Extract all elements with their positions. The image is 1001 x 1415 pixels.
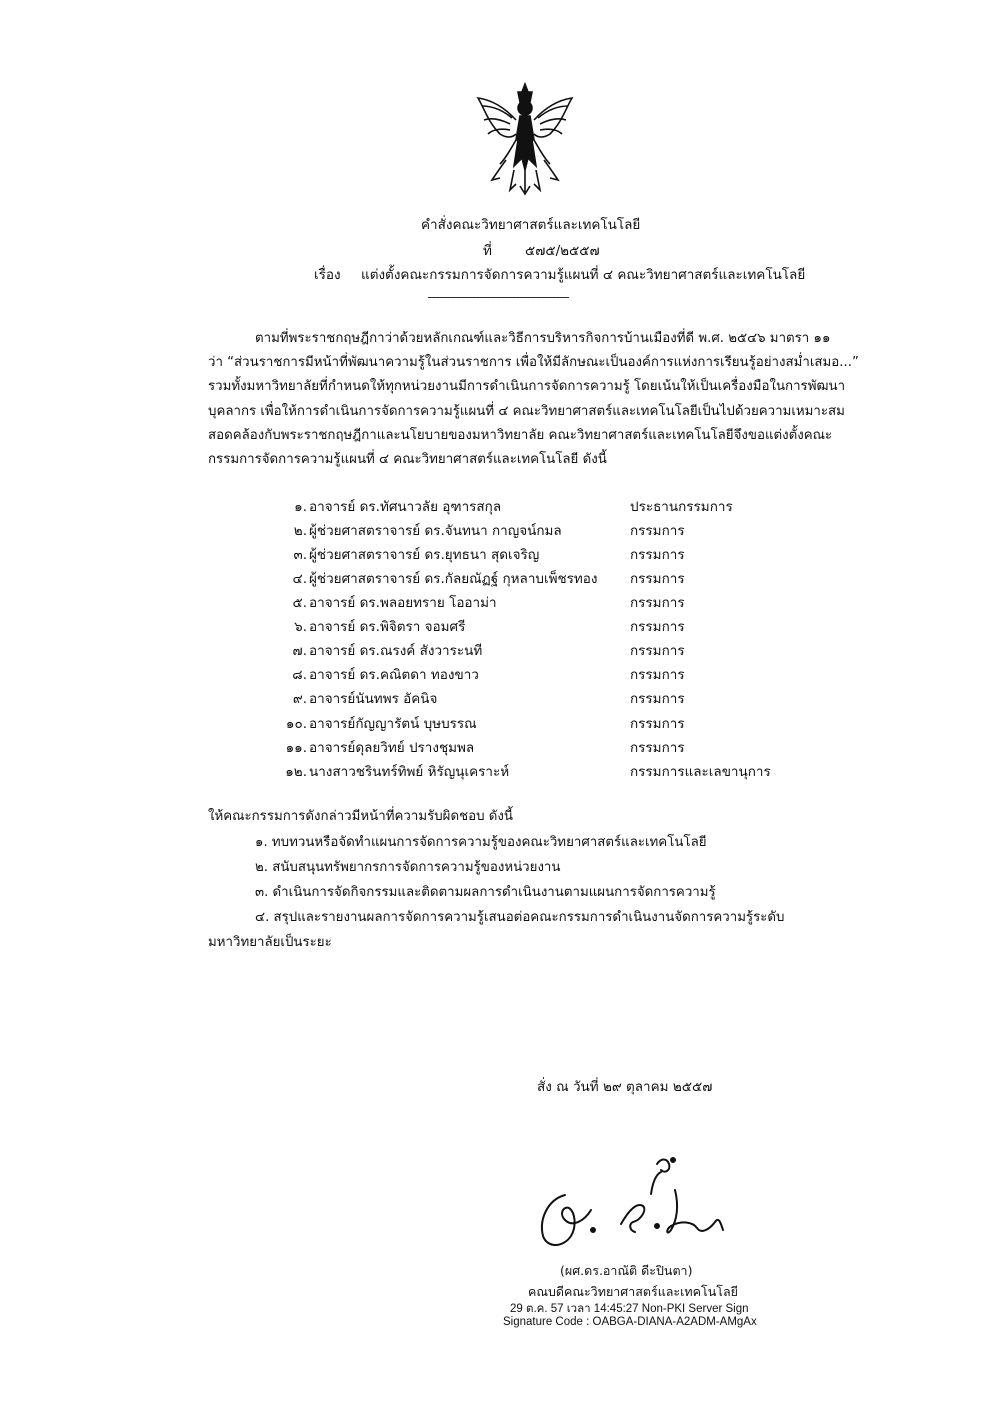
list-item bbox=[0, 714, 1001, 734]
body-line: บุคลากร เพื่อให้การดำเนินการจัดการความรู้แผนที่ ๔ คณะวิทยาศาสตร์และเทคโนโลยีเป็นไปด้วยความเหมาะสม bbox=[208, 404, 845, 419]
member-name: ผู้ช่วยศาสตราจารย์ ดร.ยุทธนา สุดเจริญ bbox=[309, 547, 540, 563]
member-name: อาจารย์ ดร.ทัศนาวลัย อุฑารสกุล bbox=[309, 499, 502, 515]
member-number: ๑๒. bbox=[285, 764, 307, 780]
duty-continuation: มหาวิทยาลัยเป็นระยะ bbox=[208, 935, 332, 950]
body-line: กรรมการจัดการความรู้แผนที่ ๔ คณะวิทยาศาสตร์และเทคโนโลยี ดังนี้ bbox=[208, 452, 607, 467]
signer-name: (ผศ.ดร.อาณัติ ดีะปินตา) bbox=[560, 1263, 693, 1278]
member-role: กรรมการ bbox=[630, 740, 685, 756]
subject-label: เรื่อง bbox=[314, 267, 341, 283]
body-line: ว่า “ส่วนราชการมีหน้าที่พัฒนาความรู้ในส่วนราชการ เพื่อให้มีลักษณะเป็นองค์การแห่งการเรียนรู้อย่างสม่ำเสมอ...” bbox=[208, 355, 859, 370]
member-name: อาจารย์ ดร.คณิตดา ทองขาว bbox=[309, 667, 479, 683]
duties-intro: ให้คณะกรรมการดังกล่าวมีหน้าที่ความรับผิดชอบ ดังนี้ bbox=[208, 809, 513, 824]
member-role: กรรมการ bbox=[630, 691, 685, 707]
duty-item: ๒. สนับสนุนทรัพยากรการจัดการความรู้ของหน่วยงาน bbox=[255, 860, 561, 875]
body-line: สอดคล้องกับพระราชกฤษฎีกาและนโยบายของมหาวิทยาลัย คณะวิทยาศาสตร์และเทคโนโลยีจึงขอแต่งตั้งคณะ bbox=[208, 428, 833, 443]
list-item bbox=[0, 665, 1001, 685]
list-item bbox=[0, 689, 1001, 709]
member-name: อาจารย์นันทพร อัคนิจ bbox=[309, 691, 438, 707]
member-name: อาจารย์ดุลยวิทย์ ปรางชุมพล bbox=[309, 740, 475, 756]
body-line: ตามที่พระราชกฤษฎีกาว่าด้วยหลักเกณฑ์และวิธีการบริหารกิจการบ้านเมืองที่ดี พ.ศ. ๒๕๔๖ มาตรา ๑๑ bbox=[255, 331, 831, 346]
list-item bbox=[0, 762, 1001, 782]
member-role: กรรมการ bbox=[630, 547, 685, 563]
member-role: กรรมการและเลขานุการ bbox=[630, 764, 771, 780]
member-name: ผู้ช่วยศาสตราจารย์ ดร.จันทนา กาญจน์กมล bbox=[309, 523, 562, 539]
sign-timestamp: 29 ต.ค. 57 เวลา 14:45:27 Non-PKI Server Sign bbox=[510, 1303, 749, 1315]
list-item bbox=[0, 545, 1001, 565]
member-role: กรรมการ bbox=[630, 571, 685, 587]
order-date: สั่ง ณ วันที่ ๒๙ ตุลาคม ๒๕๕๗ bbox=[537, 1079, 713, 1095]
list-item bbox=[0, 521, 1001, 541]
member-number: ๘. bbox=[292, 667, 307, 683]
member-number: ๔. bbox=[292, 571, 307, 587]
member-role: กรรมการ bbox=[630, 523, 685, 539]
member-number: ๑๐. bbox=[285, 716, 307, 732]
order-title: คำสั่งคณะวิทยาศาสตร์และเทคโนโลยี bbox=[421, 217, 641, 233]
subject-text: แต่งตั้งคณะกรรมการจัดการความรู้แผนที่ ๔ คณะวิทยาศาสตร์และเทคโนโลยี bbox=[361, 267, 806, 283]
order-number-label: ที่ bbox=[483, 243, 492, 259]
list-item bbox=[0, 617, 1001, 637]
signature-code: Signature Code : OABGA-DIANA-A2ADM-AMgAx bbox=[503, 1316, 757, 1328]
body-line: รวมทั้งมหาวิทยาลัยที่กำหนดให้ทุกหน่วยงานมีการดำเนินการจัดการความรู้ โดยเน้นให้เป็นเครื่องมือในการพัฒนา bbox=[208, 379, 846, 394]
list-item bbox=[0, 593, 1001, 613]
garuda-emblem-icon bbox=[470, 78, 580, 198]
order-number: ๕๗๕/๒๕๕๗ bbox=[525, 243, 600, 259]
list-item bbox=[0, 497, 1001, 517]
member-role: กรรมการ bbox=[630, 667, 685, 683]
member-role: กรรมการ bbox=[630, 716, 685, 732]
list-item bbox=[0, 569, 1001, 589]
member-number: ๓. bbox=[293, 547, 307, 563]
member-number: ๗. bbox=[292, 643, 307, 659]
member-role: กรรมการ bbox=[630, 595, 685, 611]
list-item bbox=[0, 641, 1001, 661]
handwritten-signature bbox=[525, 1150, 735, 1255]
member-number: ๙. bbox=[292, 691, 307, 707]
member-name: นางสาวชรินทร์ทิพย์ หิรัญนุเคราะห์ bbox=[309, 764, 510, 780]
duty-item: ๓. ดำเนินการจัดกิจกรรมและติดตามผลการดำเนินงานตามแผนการจัดการความรู้ bbox=[255, 885, 716, 900]
member-name: ผู้ช่วยศาสตราจารย์ ดร.กัลยณัฏฐ์ กุหลาบเพ็ชรทอง bbox=[309, 571, 598, 587]
member-name: อาจารย์กัญญารัตน์ บุษบรรณ bbox=[309, 716, 477, 732]
member-name: อาจารย์ ดร.พลอยทราย โออาม่า bbox=[309, 595, 497, 611]
member-role: กรรมการ bbox=[630, 643, 685, 659]
member-number: ๒. bbox=[293, 523, 307, 539]
list-item bbox=[0, 738, 1001, 758]
member-name: อาจารย์ ดร.พิจิตรา จอมศรี bbox=[309, 619, 466, 635]
duty-item: ๔. สรุปและรายงานผลการจัดการความรู้เสนอต่อคณะกรรมการดำเนินงานจัดการความรู้ระดับ bbox=[255, 910, 785, 925]
member-role: กรรมการ bbox=[630, 619, 685, 635]
signer-title: คณบดีคณะวิทยาศาสตร์และเทคโนโลยี bbox=[528, 1284, 738, 1299]
member-number: ๖. bbox=[294, 619, 307, 635]
member-number: ๕. bbox=[292, 595, 307, 611]
duty-item: ๑. ทบทวนหรือจัดทำแผนการจัดการความรู้ของคณะวิทยาศาสตร์และเทคโนโลยี bbox=[255, 835, 707, 850]
member-name: อาจารย์ ดร.ณรงค์ สังวาระนที bbox=[309, 643, 483, 659]
member-number: ๑. bbox=[294, 499, 307, 515]
header-rule: ____________________________ bbox=[428, 284, 568, 298]
member-role: ประธานกรรมการ bbox=[630, 499, 733, 515]
member-number: ๑๑. bbox=[285, 740, 307, 756]
